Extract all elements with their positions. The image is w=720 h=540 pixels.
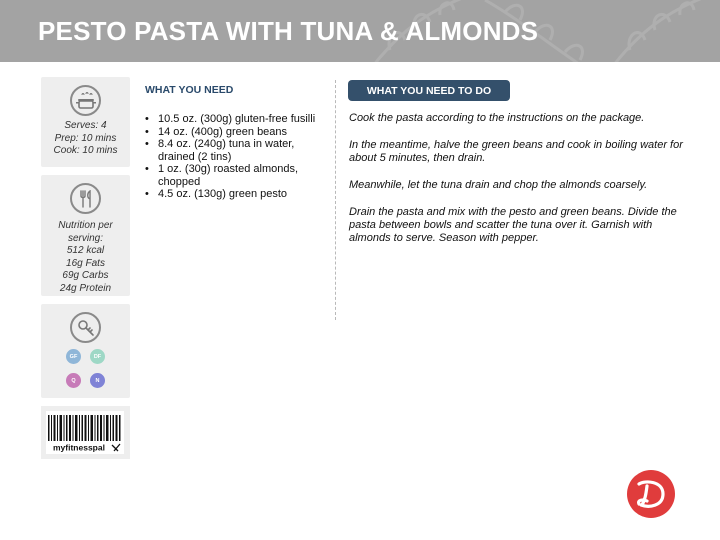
instructions-steps [349,112,689,259]
barcode-icon [46,411,124,454]
brand-d-logo[interactable] [625,470,677,518]
servings-card [41,77,130,167]
cooking-pot-icon [70,85,101,116]
nutrition-label-2: serving: [67,232,103,244]
badge-label: Q [71,377,76,384]
instruction-step: In the meantime, halve the green beans and cook in boiling water for about 5 minutes, then drain. [349,139,683,164]
prep-time-text: Prep: 10 mins [54,132,117,144]
recipe-title: PESTO PASTA WITH TUNA & ALMONDS [38,16,539,46]
ingredients-list [145,113,325,201]
instruction-step: Cook the pasta according to the instructions on the package. [349,112,645,124]
ingredient-item: • 4.5 oz. (130g) green pesto [145,188,325,201]
badge-label: GF [69,353,78,360]
key-icon [70,312,101,343]
dairy-free-badge [90,349,105,364]
fats-text: 16g Fats [66,257,105,269]
nutrition-label: Nutrition per [58,220,113,231]
ingredient-item: • 10.5 oz. (300g) gluten-free fusilli [145,113,325,126]
quick-badge [66,373,81,388]
fork-knife-icon [70,183,101,214]
nutrition-card [41,175,130,296]
badge-label: DF [93,353,102,360]
gluten-free-badge [66,349,81,364]
ingredient-item: • 14 oz. (400g) green beans [145,126,325,139]
myfitnesspal-barcode [46,411,124,454]
instructions-heading: WHAT YOU NEED TO DO [348,80,510,101]
protein-text: 24g Protein [59,282,112,294]
barcode-brand: myfitnesspal [53,442,105,453]
calories-text: 512 kcal [66,245,105,256]
ingredient-item: • 1 oz. (30g) roasted almonds, chopped [145,163,325,188]
servings-info [41,120,130,158]
instruction-step: Drain the pasta and mix with the pesto and green beans. Divide the pasta between bowls and scatter the tuna over it. Garnish with almonds to serve. Season with pepper. [349,206,677,244]
cook-time-text: Cook: 10 mins [53,145,118,156]
column-divider [335,80,336,320]
leaf-pattern-icon [600,0,720,62]
ingredient-item: • 8.4 oz. (240g) tuna in water, drained (2 tins) [145,138,325,163]
barcode-card[interactable] [41,406,130,459]
nutrition-info [41,220,130,295]
ingredients-heading: WHAT YOU NEED [145,84,234,96]
servings-text: Serves: 4 [64,120,107,131]
nuts-badge [90,373,105,388]
page-header [0,0,720,62]
carbs-text: 69g Carbs [62,270,109,281]
badge-label: N [95,377,100,384]
instruction-step: Meanwhile, let the tuna drain and chop the almonds coarsely. [349,179,648,191]
diet-card [41,304,130,398]
